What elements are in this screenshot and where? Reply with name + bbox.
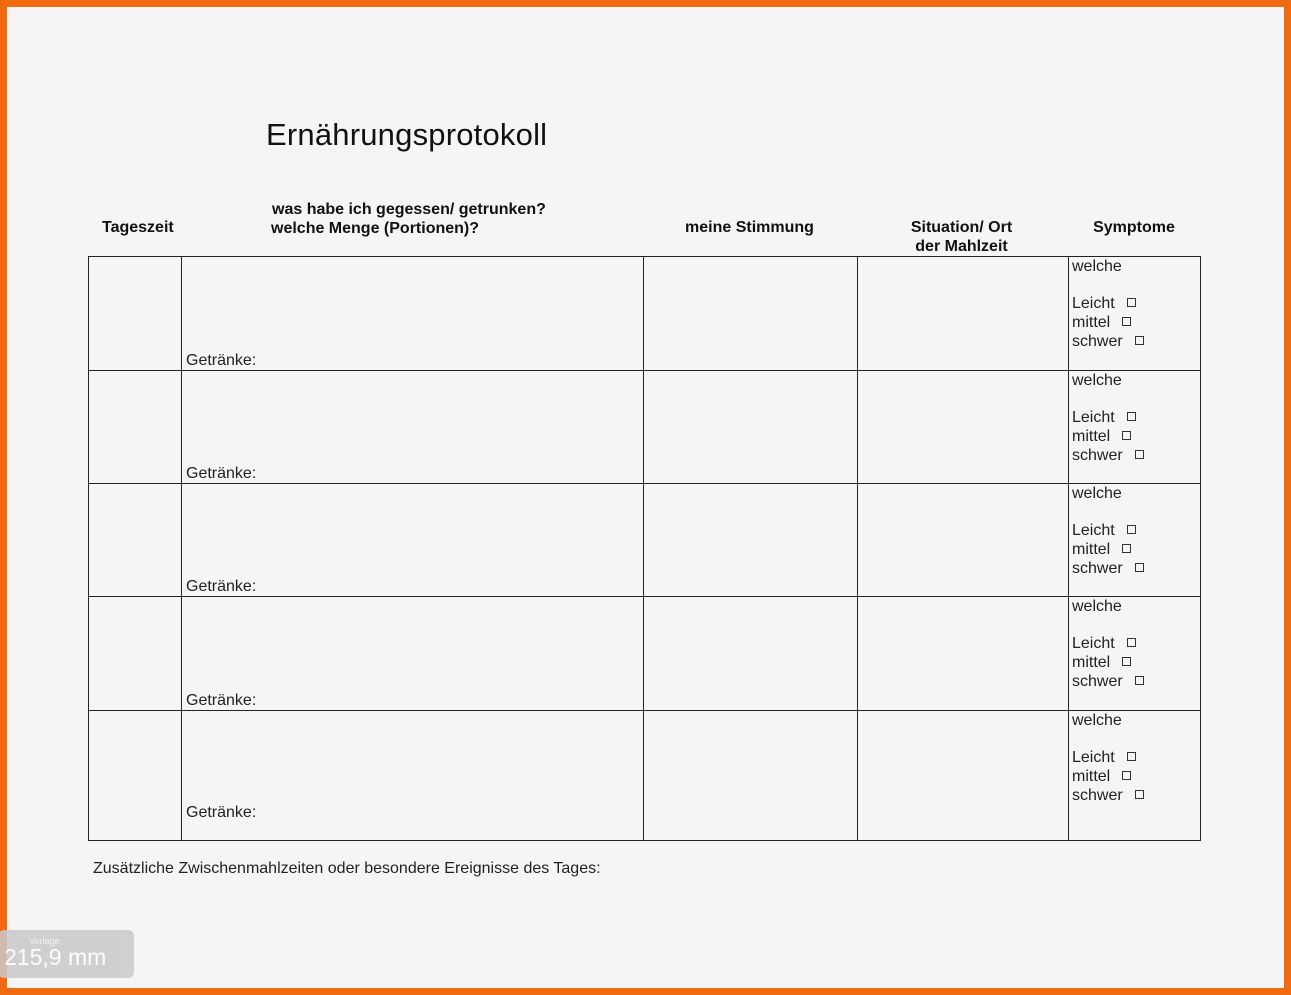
option-leicht-label: Leicht bbox=[1072, 635, 1115, 652]
header-situation-line1: Situation/ Ort bbox=[910, 219, 1013, 236]
option-leicht[interactable] bbox=[1072, 521, 1144, 540]
symptom-options bbox=[1072, 597, 1144, 691]
option-mittel[interactable] bbox=[1072, 540, 1144, 559]
measurement-badge bbox=[0, 930, 134, 978]
checkbox-icon[interactable] bbox=[1135, 790, 1144, 799]
header-situation-line2: der Mahlzeit bbox=[915, 238, 1008, 255]
option-schwer[interactable] bbox=[1072, 332, 1144, 351]
option-schwer[interactable] bbox=[1072, 559, 1144, 578]
symptom-options bbox=[1072, 257, 1144, 351]
option-mittel[interactable] bbox=[1072, 313, 1144, 332]
option-leicht[interactable] bbox=[1072, 748, 1144, 767]
header-tageszeit: Tageszeit bbox=[102, 219, 174, 236]
checkbox-icon[interactable] bbox=[1135, 336, 1144, 345]
getraenke-label: Getränke: bbox=[186, 804, 257, 821]
option-mittel[interactable] bbox=[1072, 427, 1144, 446]
option-leicht-label: Leicht bbox=[1072, 409, 1115, 426]
checkbox-icon[interactable] bbox=[1127, 412, 1136, 421]
option-schwer-label: schwer bbox=[1072, 787, 1123, 804]
option-leicht-label: Leicht bbox=[1072, 522, 1115, 539]
option-schwer[interactable] bbox=[1072, 672, 1144, 691]
option-mittel-label: mittel bbox=[1072, 314, 1111, 331]
header-symptome: Symptome bbox=[1093, 219, 1175, 236]
badge-measurement: 215,9 mm bbox=[4, 944, 107, 970]
header-food-line1: was habe ich gegessen/ getrunken? bbox=[272, 201, 546, 218]
option-mittel[interactable] bbox=[1072, 767, 1144, 786]
header-stimmung: meine Stimmung bbox=[685, 219, 814, 236]
checkbox-icon[interactable] bbox=[1135, 450, 1144, 459]
option-leicht[interactable] bbox=[1072, 634, 1144, 653]
symptom-title: welche bbox=[1072, 712, 1122, 729]
checkbox-icon[interactable] bbox=[1122, 317, 1131, 326]
table-row bbox=[89, 596, 1200, 710]
symptom-title: welche bbox=[1072, 598, 1122, 615]
checkbox-icon[interactable] bbox=[1122, 771, 1131, 780]
symptom-options bbox=[1072, 484, 1144, 578]
getraenke-label: Getränke: bbox=[186, 465, 257, 482]
header-food bbox=[271, 200, 546, 238]
document-page bbox=[7, 7, 1284, 988]
table-row bbox=[89, 370, 1200, 483]
table-row bbox=[89, 257, 1200, 370]
symptom-options bbox=[1072, 711, 1144, 805]
option-schwer-label: schwer bbox=[1072, 447, 1123, 464]
option-mittel-label: mittel bbox=[1072, 541, 1111, 558]
checkbox-icon[interactable] bbox=[1127, 525, 1136, 534]
header-food-line2: welche Menge (Portionen)? bbox=[271, 220, 480, 237]
option-mittel[interactable] bbox=[1072, 653, 1144, 672]
option-leicht-label: Leicht bbox=[1072, 749, 1115, 766]
symptom-title: welche bbox=[1072, 258, 1122, 275]
checkbox-icon[interactable] bbox=[1122, 431, 1131, 440]
table-row bbox=[89, 710, 1200, 841]
checkbox-icon[interactable] bbox=[1122, 544, 1131, 553]
option-leicht[interactable] bbox=[1072, 408, 1144, 427]
option-schwer-label: schwer bbox=[1072, 560, 1123, 577]
getraenke-label: Getränke: bbox=[186, 352, 257, 369]
badge-label: Vorlage bbox=[29, 936, 60, 946]
checkbox-icon[interactable] bbox=[1135, 676, 1144, 685]
document-title: Ernährungsprotokoll bbox=[266, 117, 548, 152]
option-mittel-label: mittel bbox=[1072, 654, 1111, 671]
option-mittel-label: mittel bbox=[1072, 428, 1111, 445]
option-schwer[interactable] bbox=[1072, 446, 1144, 465]
symptom-title: welche bbox=[1072, 485, 1122, 502]
option-leicht-label: Leicht bbox=[1072, 295, 1115, 312]
checkbox-icon[interactable] bbox=[1127, 638, 1136, 647]
option-schwer-label: schwer bbox=[1072, 333, 1123, 350]
option-schwer-label: schwer bbox=[1072, 673, 1123, 690]
footer-note: Zusätzliche Zwischenmahlzeiten oder besondere Ereignisse des Tages: bbox=[93, 860, 601, 877]
checkbox-icon[interactable] bbox=[1127, 298, 1136, 307]
checkbox-icon[interactable] bbox=[1135, 563, 1144, 572]
symptom-title: welche bbox=[1072, 372, 1122, 389]
protocol-table bbox=[88, 256, 1201, 841]
table-row bbox=[89, 483, 1200, 596]
checkbox-icon[interactable] bbox=[1127, 752, 1136, 761]
checkbox-icon[interactable] bbox=[1122, 657, 1131, 666]
getraenke-label: Getränke: bbox=[186, 692, 257, 709]
option-mittel-label: mittel bbox=[1072, 768, 1111, 785]
option-schwer[interactable] bbox=[1072, 786, 1144, 805]
header-situation bbox=[856, 218, 1067, 256]
option-leicht[interactable] bbox=[1072, 294, 1144, 313]
symptom-options bbox=[1072, 371, 1144, 465]
getraenke-label: Getränke: bbox=[186, 578, 257, 595]
